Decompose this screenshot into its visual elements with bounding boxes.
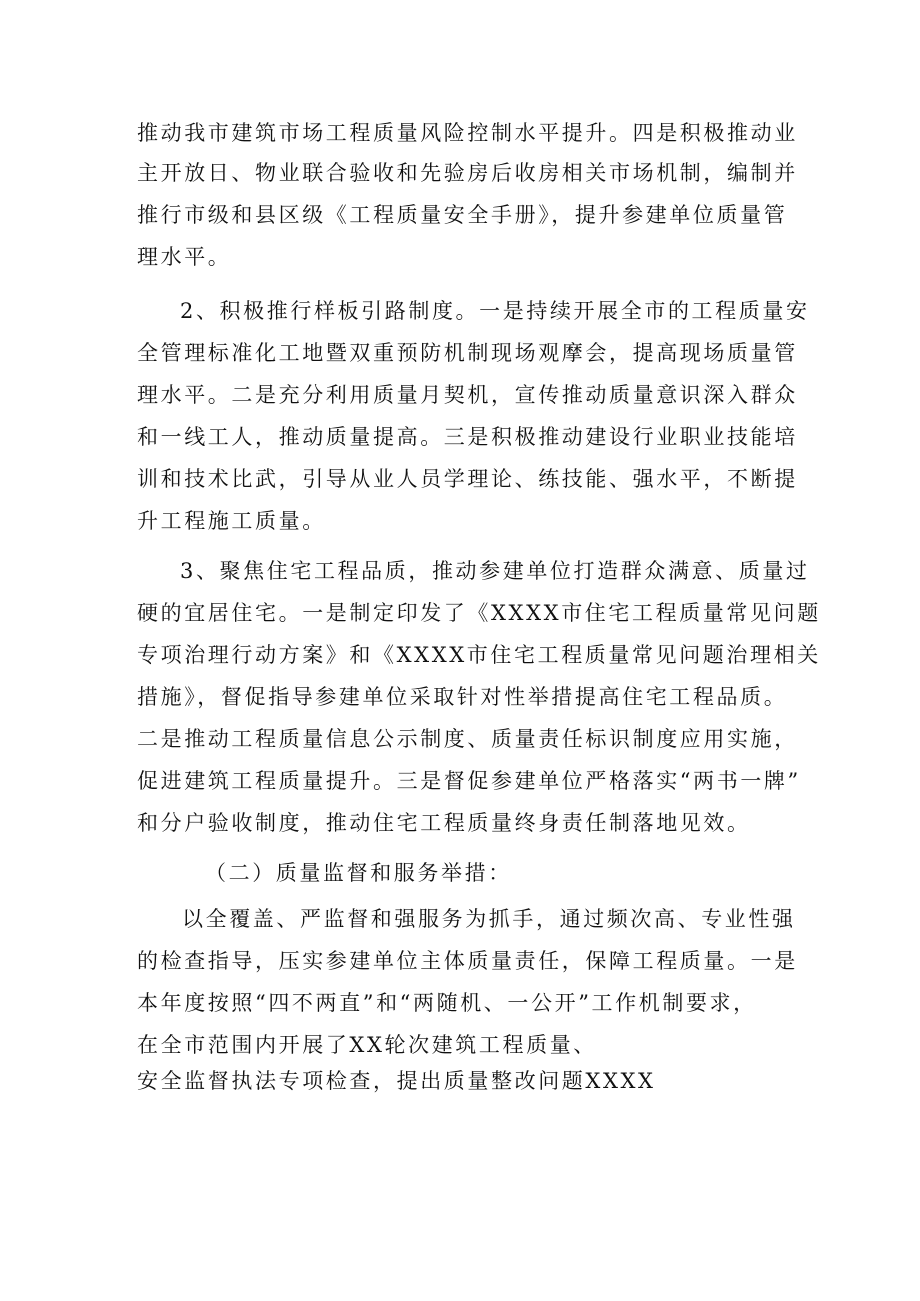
text-line-16: 促进建筑工程质量提升。三是督促参建单位严格落实“两书一牌”: [137, 769, 801, 793]
text-line-9: 训和技术比武，引导从业人员学理论、练技能、强水平，不断提: [137, 467, 798, 491]
text-line-2: 主开放日、物业联合验收和先验房后收房相关市场机制，编制并: [137, 161, 798, 185]
text-line-17: 和分户验收制度，推动住宅工程质量终身责任制落地见效。: [137, 811, 751, 835]
text-line-7: 理水平。二是充分利用质量月契机，宣传推动质量意识深入群众: [137, 383, 798, 407]
subsection-heading: （二）质量监督和服务举措：: [205, 861, 512, 885]
text-line-4: 理水平。: [137, 245, 232, 269]
text-line-12: 硬的宜居住宅。一是制定印发了《XXXX市住宅工程质量常见问题: [137, 601, 821, 625]
text-line-6: 全管理标准化工地暨双重预防机制现场观摩会，提高现场质量管: [137, 341, 798, 365]
text-line-19: 以全覆盖、严监督和强服务为抓手，通过频次高、专业性强: [182, 907, 796, 931]
text-line-22: 在全市范围内开展了XX轮次建筑工程质量、: [137, 1033, 597, 1057]
text-line-21: 本年度按照“四不两直”和“两随机、一公开”工作机制要求，: [137, 991, 757, 1015]
text-line-20: 的检查指导，压实参建单位主体质量责任，保障工程质量。一是: [137, 949, 798, 973]
text-line-23: 安全监督执法专项检查，提出质量整改问题XXXX: [137, 1069, 656, 1093]
text-line-8: 和一线工人，推动质量提高。三是积极推动建设行业职业技能培: [137, 425, 798, 449]
text-line-13: 专项治理行动方案》和《XXXX市住宅工程质量常见问题治理相关: [137, 643, 821, 667]
text-line-14: 措施》，督促指导参建单位采取针对性举措提高住宅工程品质。: [137, 685, 788, 709]
section-3-heading-line: 3、聚焦住宅工程品质，推动参建单位打造群众满意、质量过: [180, 559, 810, 583]
text-line-3: 推行市级和县区级《工程质量安全手册》，提升参建单位质量管: [137, 203, 788, 227]
section-2-heading-line: 2、积极推行样板引路制度。一是持续开展全市的工程质量安: [180, 299, 810, 323]
text-line-15: 二是推动工程质量信息公示制度、质量责任标识制度应用实施，: [137, 727, 798, 751]
text-line-10: 升工程施工质量。: [137, 509, 326, 533]
text-line-1: 推动我市建筑市场工程质量风险控制水平提升。四是积极推动业: [137, 121, 798, 145]
